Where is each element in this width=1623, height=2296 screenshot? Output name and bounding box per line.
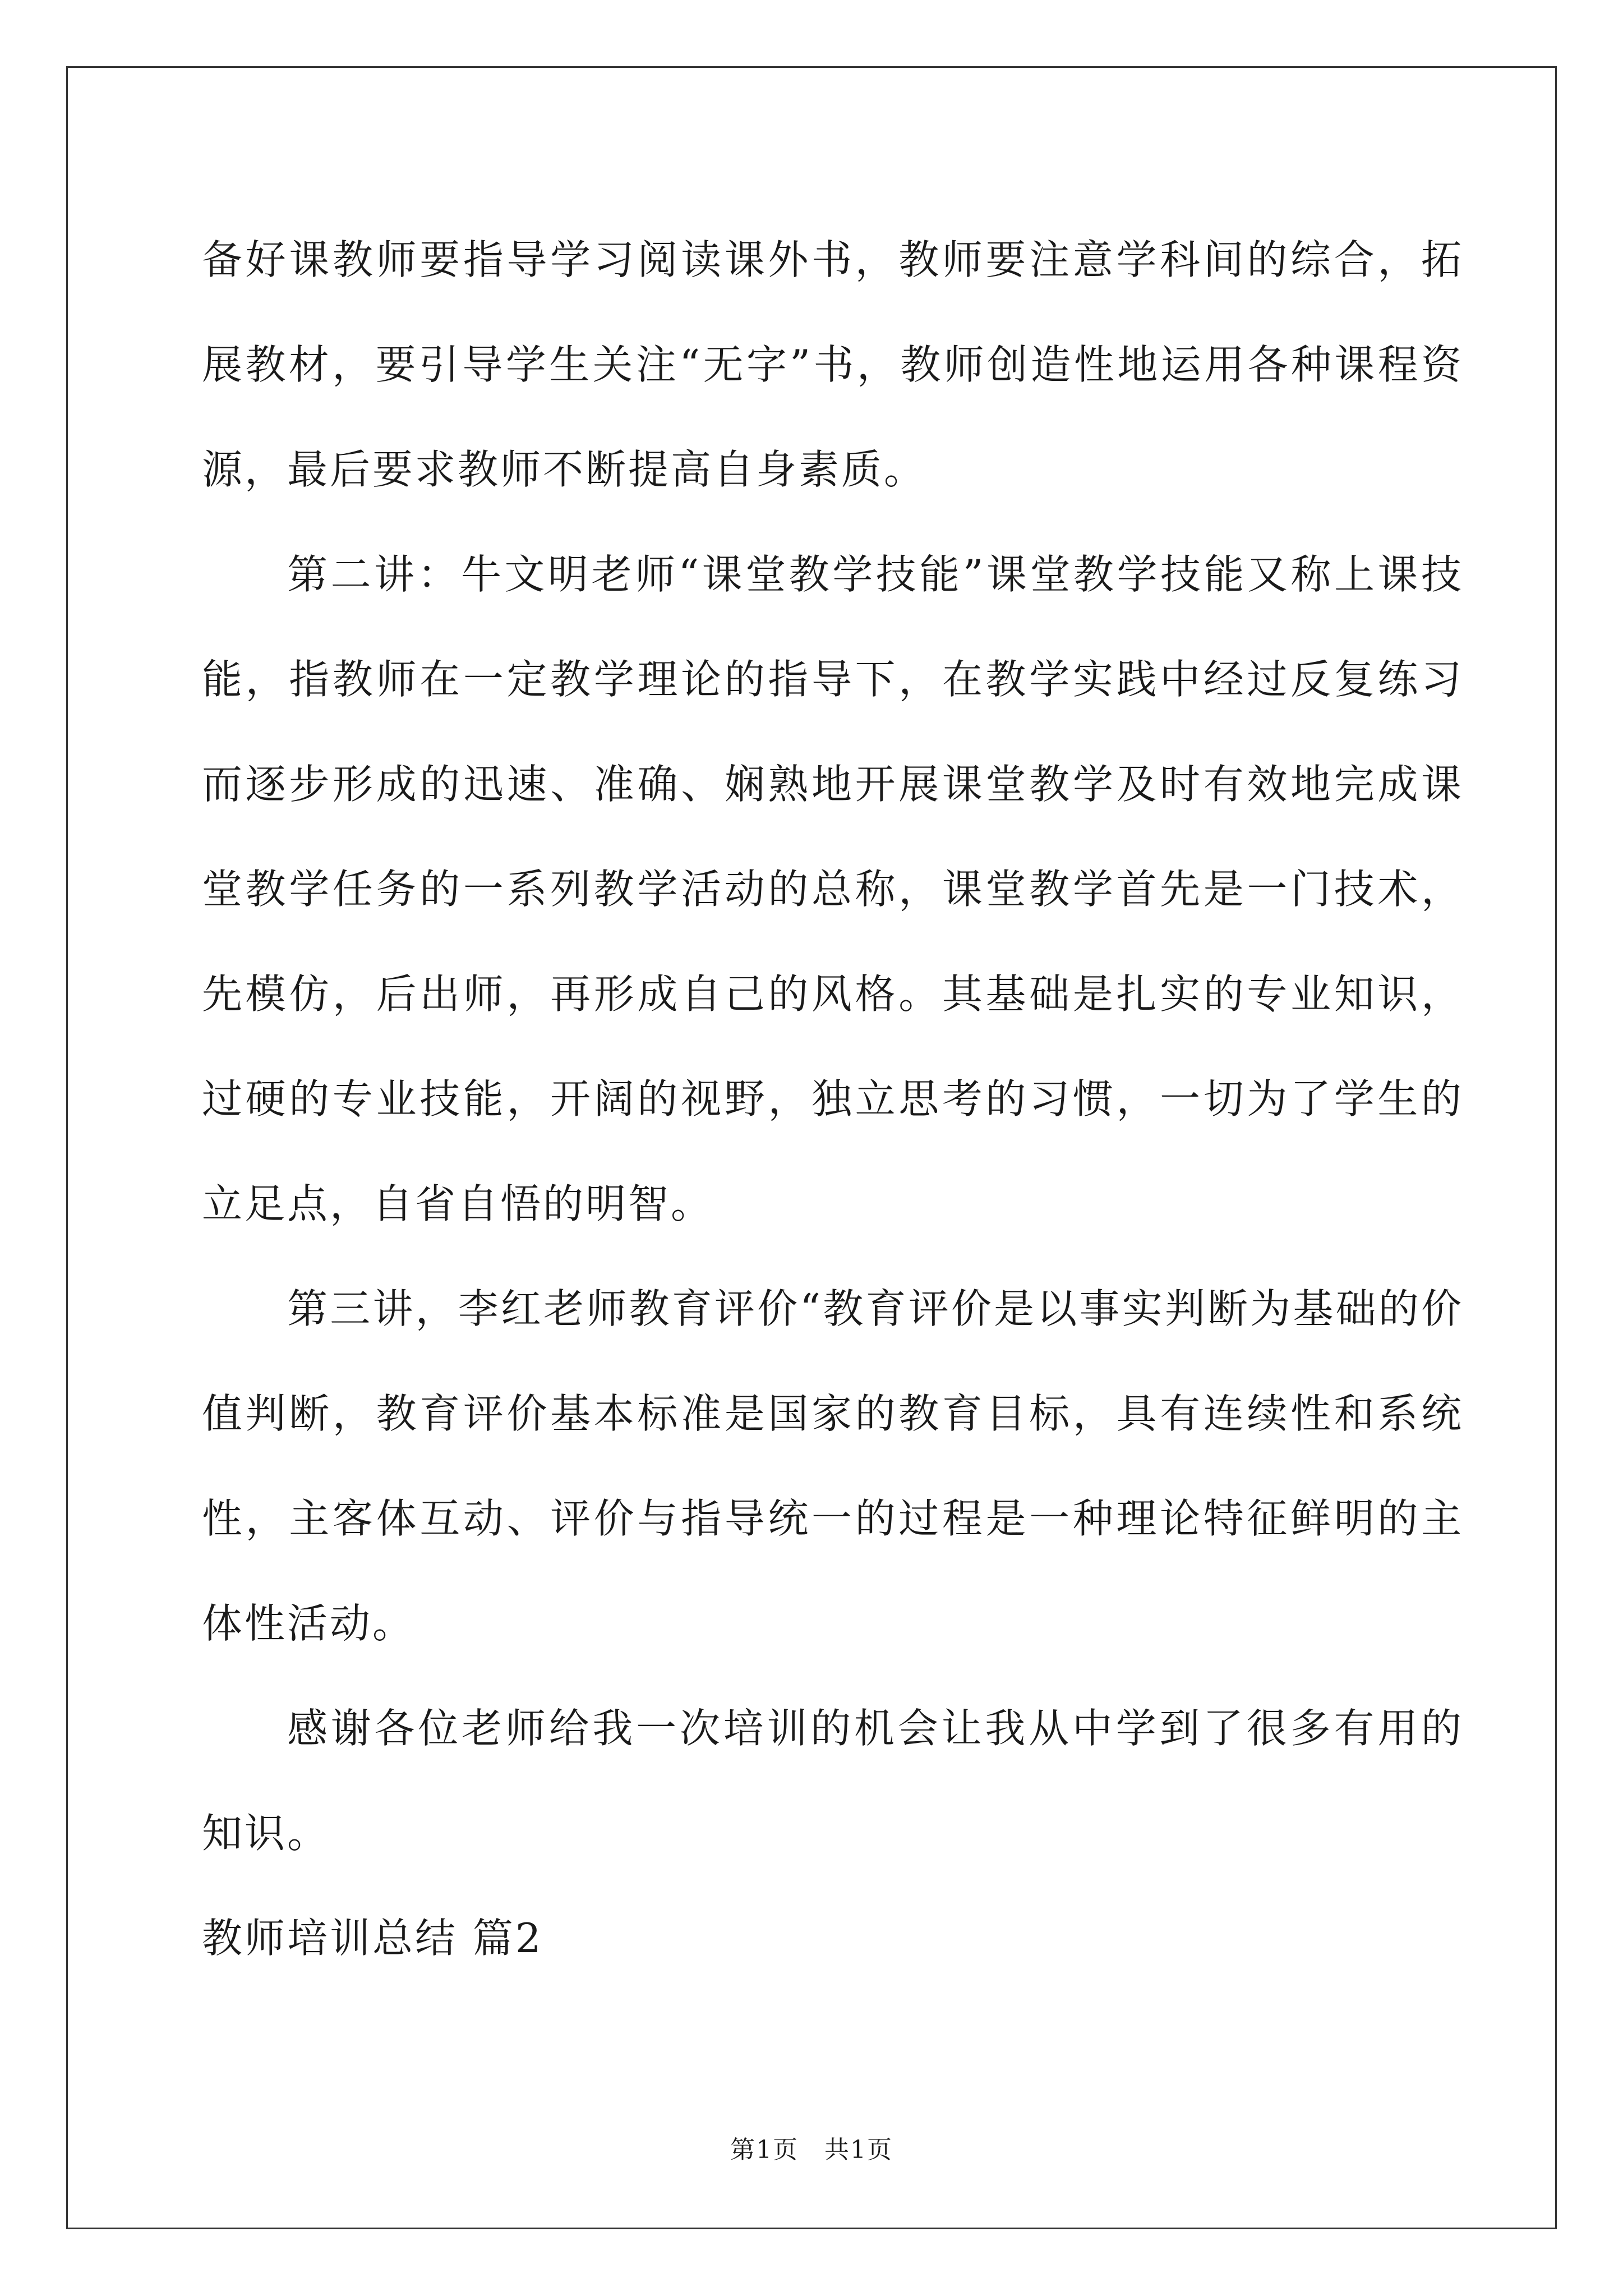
page-footer: 第1页 共1页 <box>730 2136 893 2164</box>
paragraph-1: 备好课教师要指导学习阅读课外书，教师要注意学科间的综合，拓展教材，要引导学生关注“无字”书，教师创造性地运用各种课程资源，最后要求教师不断提高自身素质。 <box>202 236 1464 493</box>
paragraph-3: 第三讲，李红老师教育评价“教育评价是以事实判断为基础的价值判断，教育评价基本标准是国家的教育目标，具有连续性和系统性，主客体互动、评价与指导统一的过程是一种理论特征鲜明的主体性活动。 <box>202 1285 1464 1647</box>
document-body <box>202 208 1464 1991</box>
paragraph-4: 感谢各位老师给我一次培训的机会让我从中学到了很多有用的知识。 <box>202 1705 1464 1857</box>
section-heading: 教师培训总结 篇2 <box>202 1915 543 1962</box>
paragraph-2: 第二讲：牛文明老师“课堂教学技能”课堂教学技能又称上课技能，指教师在一定教学理论的指导下，在教学实践中经过反复练习而逐步形成的迅速、准确、娴熟地开展课堂教学及时有效地完成课堂教学任务的一系列教学活动的总称，课堂教学首先是一门技术，先模仿，后出师，再形成自己的风格。其基础是扎实的专业知识，过硬的专业技能，开阔的视野，独立思考的习惯，一切为了学生的立足点，自省自悟的明智。 <box>202 551 1464 1227</box>
